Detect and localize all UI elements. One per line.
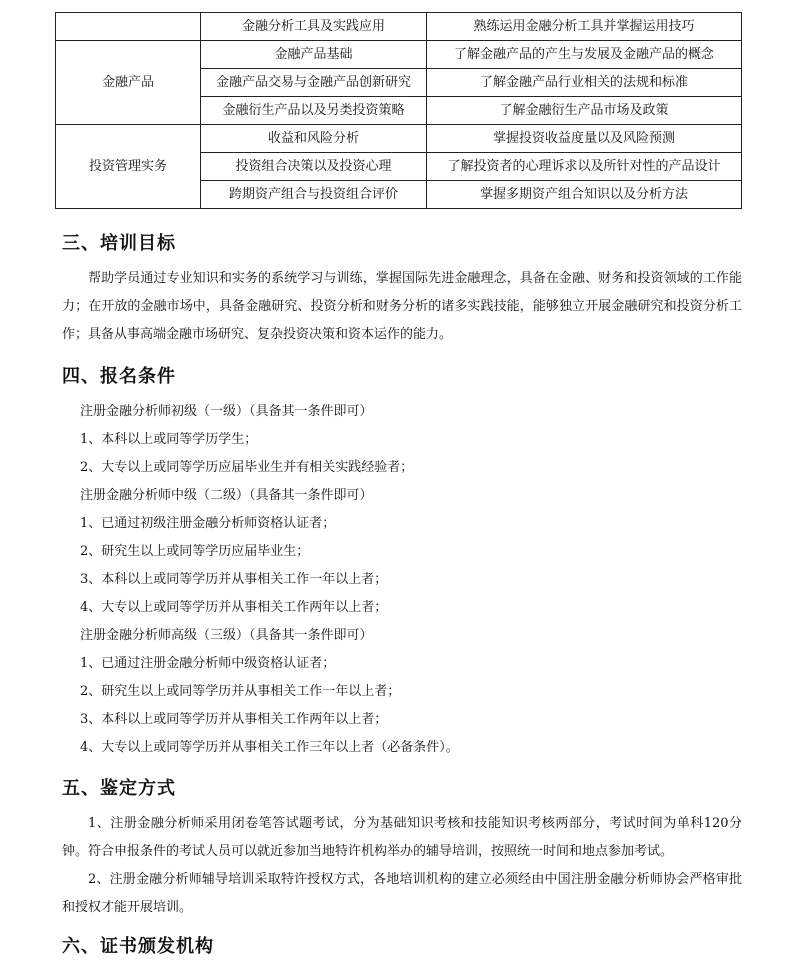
category-cell: 投资管理实务 [56, 125, 201, 209]
objective-cell: 了解金融产品行业相关的法规和标准 [427, 69, 742, 97]
course-cell: 收益和风险分析 [201, 125, 427, 153]
course-table [55, 12, 742, 209]
list-item: 4、大专以上或同等学历并从事相关工作两年以上者； [80, 600, 388, 615]
registration-conditions-list [80, 398, 459, 762]
objective-cell: 熟练运用金融分析工具并掌握运用技巧 [427, 13, 742, 41]
course-cell: 金融衍生产品以及另类投资策略 [201, 97, 427, 125]
table-row [56, 125, 742, 153]
section-heading-assessment: 五、鉴定方式 [62, 778, 176, 799]
objective-cell: 了解金融产品的产生与发展及金融产品的概念 [427, 41, 742, 69]
list-item: 注册金融分析师初级（一级）（具备其一条件即可） [80, 404, 373, 419]
list-item: 3、本科以上或同等学历并从事相关工作两年以上者； [80, 712, 388, 727]
course-cell: 金融分析工具及实践应用 [201, 13, 427, 41]
section-heading-registration: 四、报名条件 [62, 366, 176, 387]
section-heading-certificate-issuer: 六、证书颁发机构 [62, 936, 214, 957]
course-cell: 投资组合决策以及投资心理 [201, 153, 427, 181]
objective-cell: 掌握投资收益度量以及风险预测 [427, 125, 742, 153]
list-item: 2、研究生以上或同等学历并从事相关工作一年以上者； [80, 684, 401, 699]
training-goals-paragraph: 帮助学员通过专业知识和实务的系统学习与训练，掌握国际先进金融理念，具备在金融、财务和投资领域的工作能力；在开放的金融市场中，具备金融研究、投资分析和财务分析的诸多实践技能，能够独立开展金融研究和投资分析工作；具备从事高端金融市场研究、复杂投资决策和资本运作的能力。 [62, 271, 742, 342]
assessment-paragraph-2: 2、注册金融分析师辅导培训采取特许授权方式，各地培训机构的建立必须经由中国注册金融分析师协会严格审批和授权才能开展培训。 [62, 872, 742, 915]
course-cell: 金融产品基础 [201, 41, 427, 69]
list-item: 注册金融分析师中级（二级）（具备其一条件即可） [80, 488, 373, 503]
table-row [56, 41, 742, 69]
category-cell: 金融产品 [56, 41, 201, 125]
category-cell [56, 13, 201, 41]
objective-cell: 了解投资者的心理诉求以及所针对性的产品设计 [427, 153, 742, 181]
list-item: 2、研究生以上或同等学历应届毕业生； [80, 544, 310, 559]
course-cell: 跨期资产组合与投资组合评价 [201, 181, 427, 209]
list-item: 1、已通过初级注册金融分析师资格认证者； [80, 516, 336, 531]
table-row [56, 13, 742, 41]
section-heading-training-goals: 三、培训目标 [62, 233, 176, 254]
list-item: 4、大专以上或同等学历并从事相关工作三年以上者（必备条件）。 [80, 740, 459, 755]
objective-cell: 了解金融衍生产品市场及政策 [427, 97, 742, 125]
list-item: 注册金融分析师高级（三级）（具备其一条件即可） [80, 628, 373, 643]
list-item: 3、本科以上或同等学历并从事相关工作一年以上者； [80, 572, 388, 587]
list-item: 1、已通过注册金融分析师中级资格认证者； [80, 656, 336, 671]
list-item: 2、大专以上或同等学历应届毕业生并有相关实践经验者； [80, 460, 414, 475]
assessment-paragraph-1: 1、注册金融分析师采用闭卷笔答试题考试，分为基础知识考核和技能知识考核两部分，考试时间为单科120分钟。符合申报条件的考试人员可以就近参加当地特许机构举办的辅导培训，按照统一时间和地点参加考试。 [62, 816, 742, 859]
course-cell: 金融产品交易与金融产品创新研究 [201, 69, 427, 97]
objective-cell: 掌握多期资产组合知识以及分析方法 [427, 181, 742, 209]
list-item: 1、本科以上或同等学历学生； [80, 432, 258, 447]
